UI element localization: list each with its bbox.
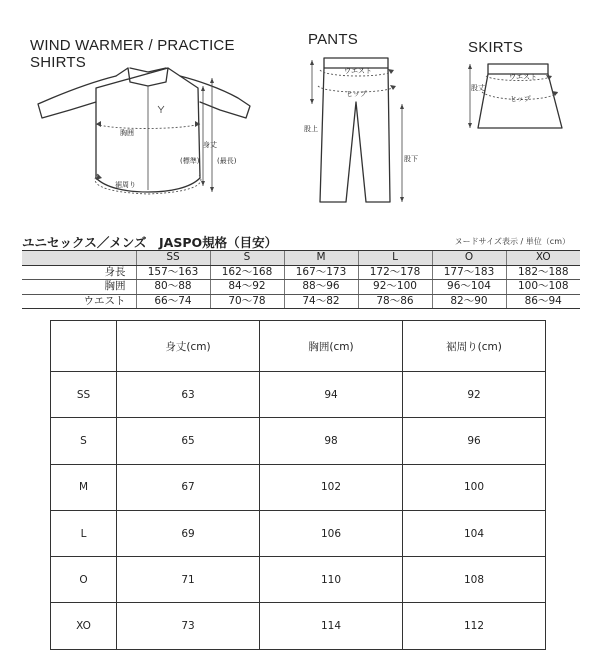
pants-waist-label: ウエスト	[344, 67, 372, 75]
garment-size-table	[50, 320, 546, 650]
standard-row-label: 胸囲	[22, 280, 136, 295]
size-label: L	[51, 510, 117, 556]
table-row	[51, 603, 546, 649]
shirts-title-line2: SHIRTS	[30, 54, 86, 71]
size-header-blank	[51, 321, 117, 372]
standard-cell: 182〜188	[506, 265, 580, 280]
standard-cell: 70〜78	[210, 294, 284, 309]
standard-cell: 172〜178	[358, 265, 432, 280]
size-cell: 73	[117, 603, 260, 649]
standard-cell: 100〜108	[506, 280, 580, 295]
size-cell: 98	[260, 418, 403, 464]
standard-header-size: S	[210, 251, 284, 266]
table-row	[51, 418, 546, 464]
size-cell: 104	[403, 510, 546, 556]
standard-row-height	[22, 265, 580, 280]
size-label: O	[51, 557, 117, 603]
standard-header-row	[22, 251, 580, 266]
size-header-hem: 裾周り(cm)	[403, 321, 546, 372]
size-header-length: 身丈(cm)	[117, 321, 260, 372]
standard-cell: 96〜104	[432, 280, 506, 295]
standard-cell: 157〜163	[136, 265, 210, 280]
shirt-chest-label: 胸囲	[120, 129, 134, 137]
standard-header-size: XO	[506, 251, 580, 266]
skirt-length-label: 股丈	[471, 84, 485, 92]
standard-header-size: L	[358, 251, 432, 266]
size-cell: 92	[403, 372, 546, 418]
standard-cell: 162〜168	[210, 265, 284, 280]
standard-cell: 177〜183	[432, 265, 506, 280]
standard-size-table	[22, 250, 580, 309]
size-cell: 102	[260, 464, 403, 510]
standard-cell: 80〜88	[136, 280, 210, 295]
size-cell: 110	[260, 557, 403, 603]
standard-header-size: O	[432, 251, 506, 266]
size-label: M	[51, 464, 117, 510]
shirts-title	[30, 37, 235, 71]
skirt-hip-label: ヒップ	[510, 95, 531, 103]
standard-table-title: ユニセックス／メンズ JASPO規格（目安）	[22, 235, 278, 250]
table-row	[51, 372, 546, 418]
shirt-max-label: (最長)	[217, 157, 237, 165]
size-cell: 71	[117, 557, 260, 603]
standard-cell: 78〜86	[358, 294, 432, 309]
standard-cell: 66〜74	[136, 294, 210, 309]
standard-cell: 88〜96	[284, 280, 358, 295]
pants-inseam-label: 股下	[404, 155, 418, 163]
standard-cell: 92〜100	[358, 280, 432, 295]
shirt-standard-label: (標準)	[180, 157, 200, 165]
shirt-diagram	[30, 68, 255, 203]
standard-cell: 86〜94	[506, 294, 580, 309]
size-cell: 112	[403, 603, 546, 649]
size-cell: 67	[117, 464, 260, 510]
standard-row-chest	[22, 280, 580, 295]
shirt-length-label: 身丈	[203, 141, 217, 149]
standard-row-label: 身長	[22, 265, 136, 280]
size-cell: 63	[117, 372, 260, 418]
size-cell: 106	[260, 510, 403, 556]
size-cell: 94	[260, 372, 403, 418]
standard-row-waist	[22, 294, 580, 309]
shirts-title-line1: WIND WARMER / PRACTICE	[30, 37, 235, 54]
standard-cell: 74〜82	[284, 294, 358, 309]
shirt-hem-label: 裾周り	[115, 181, 136, 189]
table-row	[51, 464, 546, 510]
standard-cell: 84〜92	[210, 280, 284, 295]
pants-title: PANTS	[308, 31, 358, 48]
size-label: SS	[51, 372, 117, 418]
size-cell: 96	[403, 418, 546, 464]
size-cell: 114	[260, 603, 403, 649]
size-header-row	[51, 321, 546, 372]
size-header-chest: 胸囲(cm)	[260, 321, 403, 372]
pants-thigh-label: 股上	[304, 125, 318, 133]
size-label: XO	[51, 603, 117, 649]
pants-hip-label: ヒップ	[346, 90, 367, 98]
standard-header-size: SS	[136, 251, 210, 266]
standard-cell: 167〜173	[284, 265, 358, 280]
size-cell: 108	[403, 557, 546, 603]
standard-row-label: ウエスト	[22, 294, 136, 309]
size-cell: 100	[403, 464, 546, 510]
standard-header-size: M	[284, 251, 358, 266]
size-label: S	[51, 418, 117, 464]
table-row	[51, 510, 546, 556]
standard-cell: 82〜90	[432, 294, 506, 309]
standard-header-blank	[22, 251, 136, 266]
skirts-title: SKIRTS	[468, 39, 524, 56]
skirt-waist-label: ウエスト	[509, 73, 537, 81]
size-cell: 69	[117, 510, 260, 556]
table-row	[51, 557, 546, 603]
standard-unit-note: ヌードサイズ表示 / 単位（cm）	[454, 237, 570, 246]
size-cell: 65	[117, 418, 260, 464]
